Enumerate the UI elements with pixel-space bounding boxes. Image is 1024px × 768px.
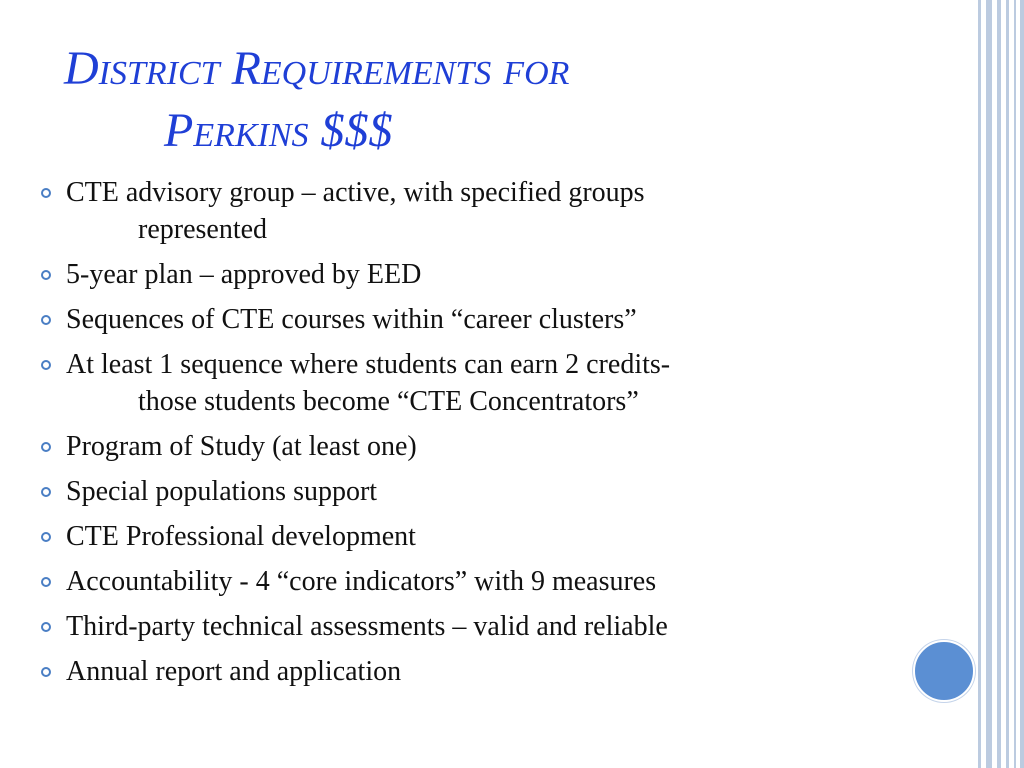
ring-bullet-icon (41, 270, 51, 280)
title-line-1: District Requirements for (64, 42, 570, 95)
bullet-text: Accountability - 4 “core indicators” with 9 measures (66, 566, 657, 597)
frame-line-3 (997, 0, 1001, 768)
frame-line-4 (1006, 0, 1009, 768)
ring-bullet-icon (41, 360, 51, 370)
frame-line-6 (1020, 0, 1024, 768)
bullet-item (40, 256, 950, 293)
bullet-item (40, 608, 950, 645)
ring-bullet-icon (41, 315, 51, 325)
bullet-text: Annual report and application (66, 656, 402, 687)
bullet-item (40, 473, 950, 510)
bullet-item (40, 174, 950, 248)
bullet-text: Third-party technical assessments – valid and reliable (66, 611, 668, 642)
blue-circle-decoration (913, 640, 975, 702)
bullet-item (40, 301, 950, 338)
ring-bullet-icon (41, 532, 51, 542)
frame-line-1 (978, 0, 981, 768)
bullet-text: CTE Professional development (66, 521, 416, 552)
frame-line-5 (1014, 0, 1016, 768)
bullet-text: Sequences of CTE courses within “career clusters” (66, 304, 637, 335)
ring-bullet-icon (41, 188, 51, 198)
ring-bullet-icon (41, 487, 51, 497)
bullet-item (40, 563, 950, 600)
bullet-item (40, 653, 950, 690)
ring-bullet-icon (41, 667, 51, 677)
title-line-2: Perkins $$$ (164, 104, 393, 157)
bullet-text-continued: those students become “CTE Concentrators” (138, 386, 639, 417)
ring-bullet-icon (41, 577, 51, 587)
ring-bullet-icon (41, 622, 51, 632)
bullet-text: At least 1 sequence where students can earn 2 credits- (66, 349, 671, 380)
bullet-item (40, 518, 950, 555)
ring-bullet-icon (41, 442, 51, 452)
frame-line-2 (986, 0, 992, 768)
bullet-item (40, 346, 950, 420)
bullet-item (40, 428, 950, 465)
slide-title (64, 38, 944, 162)
bullet-text: Special populations support (66, 476, 378, 507)
bullet-text: CTE advisory group – active, with specified groups (66, 177, 645, 208)
bullet-list (40, 174, 950, 698)
bullet-text: 5-year plan – approved by EED (66, 259, 422, 290)
bullet-text: Program of Study (at least one) (66, 431, 417, 462)
bullet-text-continued: represented (138, 214, 268, 245)
